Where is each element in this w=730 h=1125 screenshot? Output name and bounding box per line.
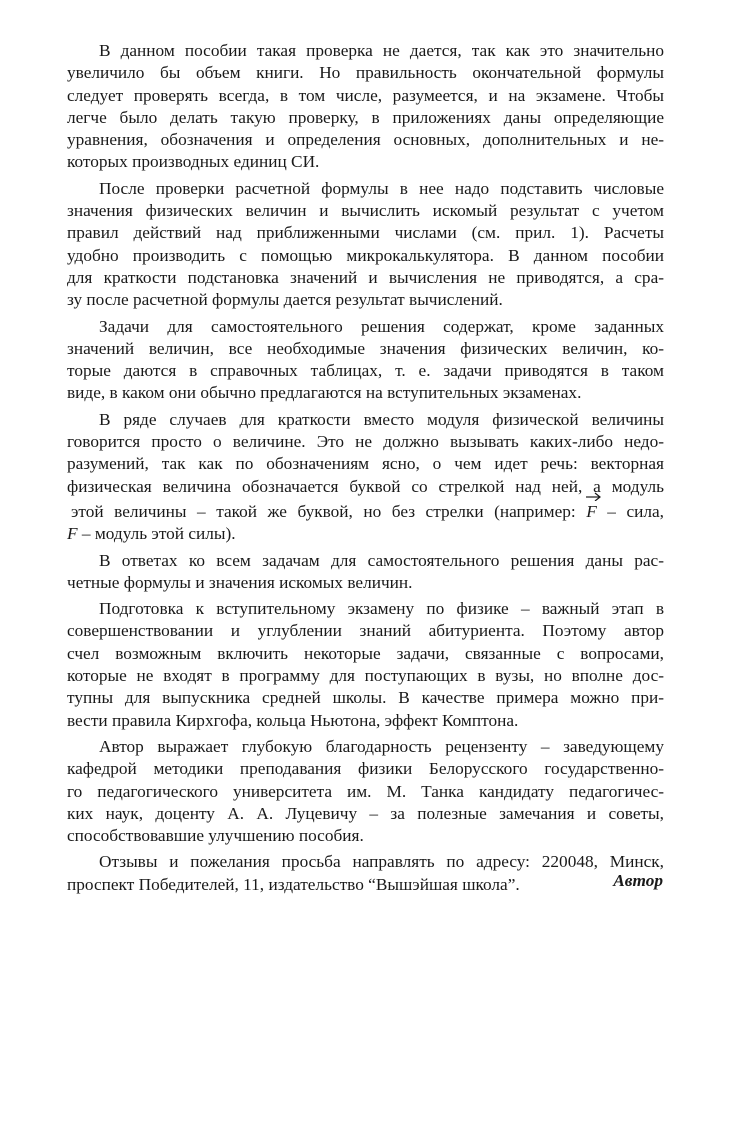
text-segment: – модуль этой силы).: [77, 524, 236, 544]
text-segment: – сила,: [596, 501, 664, 521]
text-line: зу после расчетной формулы дается результат вычислений.: [67, 290, 503, 310]
paragraph-exam-prep: [67, 598, 664, 732]
vector-symbol: [586, 501, 597, 523]
text-line: физическая величина обозначается буквой со стрелкой над ней, а модуль: [67, 476, 664, 496]
text-line: Подготовка к вступительному экзамену по физике – важный этап в: [99, 599, 664, 619]
text-line: четные формулы и значения искомых величин.: [67, 572, 413, 592]
text-line: ких наук, доценту А. А. Луцевичу – за полезные замечания и советы,: [67, 803, 664, 823]
scalar-symbol: F: [67, 524, 78, 544]
text-line: увеличило бы объем книги. Но правильность окончательной формулы: [67, 63, 664, 83]
text-line: [67, 501, 664, 523]
text-line: легче было делать такую проверку, в приложениях даны определяющие: [67, 107, 664, 127]
text-line: тупны для выпускника средней школы. В качестве примера можно при-: [67, 688, 664, 708]
vector-letter: F: [586, 501, 597, 521]
body-text: [67, 40, 664, 896]
text-line: значения физических величин и вычислить искомый результат с учетом: [67, 201, 664, 221]
text-line: Отзывы и пожелания просьба направлять по адресу: 220048, Минск,: [99, 852, 664, 872]
text-line: Автор выражает глубокую благодарность рецензенту – заведующему: [99, 736, 664, 756]
paragraph-calculation: [67, 178, 664, 312]
text-line: которых производных единиц СИ.: [67, 152, 320, 172]
paragraph-vector-notation: [67, 409, 664, 546]
text-line: правил действий над приближенными числами (см. прил. 1). Расчеты: [67, 223, 664, 243]
text-line: торые даются в справочных таблицах, т. е. задачи приводятся в таком: [67, 361, 664, 381]
paragraph-feedback-address: [67, 851, 664, 896]
author-signature: Автор: [613, 871, 663, 890]
vector-arrow-icon: [585, 489, 602, 501]
text-line: способствовавшие улучшению пособия.: [67, 826, 364, 846]
text-line: говорится просто о величине. Это не должно вызывать каких-либо недо-: [67, 432, 664, 452]
paragraph-check-note: [67, 40, 664, 174]
text-line: которые не входят в программу для поступающих в вузы, но вполне дос-: [67, 666, 664, 686]
text-line: В ответах ко всем задачам для самостоятельного решения даны рас-: [99, 550, 664, 570]
paragraph-acknowledgement: [67, 736, 664, 847]
paragraph-answers: [67, 550, 664, 595]
text-line: кафедрой методики преподавания физики Белорусского государственно-: [67, 759, 664, 779]
text-line: го педагогического университета им. М. Танка кандидату педагогичес-: [67, 781, 664, 801]
text-segment: этой величины – такой же буквой, но без стрелки (например:: [71, 501, 587, 521]
text-line: [67, 523, 664, 545]
text-line: Задачи для самостоятельного решения содержат, кроме заданных: [99, 316, 664, 336]
text-line: значений величин, все необходимые значения физических величин, ко-: [67, 338, 664, 358]
paragraph-self-study: [67, 316, 664, 405]
text-line: После проверки расчетной формулы в нее надо подставить числовые: [99, 178, 664, 198]
text-line: виде, в каком они обычно предлагаются на вступительных экзаменах.: [67, 383, 582, 403]
text-line: счел возможным включить некоторые задачи, связанные с вопросами,: [67, 643, 664, 663]
text-line: разумений, так как по обозначениям ясно, о чем идет речь: векторная: [67, 454, 664, 474]
text-line: вести правила Кирхгофа, кольца Ньютона, эффект Комптона.: [67, 710, 519, 730]
text-line: удобно производить с помощью микрокалькулятора. В данном пособии: [67, 245, 664, 265]
text-line: проспект Победителей, 11, издательство “Вышэйшая школа”.: [67, 874, 520, 894]
text-line: В данном пособии такая проверка не дается, так как это значительно: [99, 41, 664, 60]
text-line: уравнения, обозначения и определения основных, дополнительных и не-: [67, 130, 664, 150]
text-line: следует проверять всегда, в том числе, разумеется, и на экзамене. Чтобы: [67, 85, 664, 105]
text-line: совершенствовании и углублении знаний абитуриента. Поэтому автор: [67, 621, 664, 641]
text-line: для краткости подстановка значений и вычисления не приводятся, а сра-: [67, 267, 664, 287]
text-line: В ряде случаев для краткости вместо модуля физической величины: [99, 409, 664, 429]
